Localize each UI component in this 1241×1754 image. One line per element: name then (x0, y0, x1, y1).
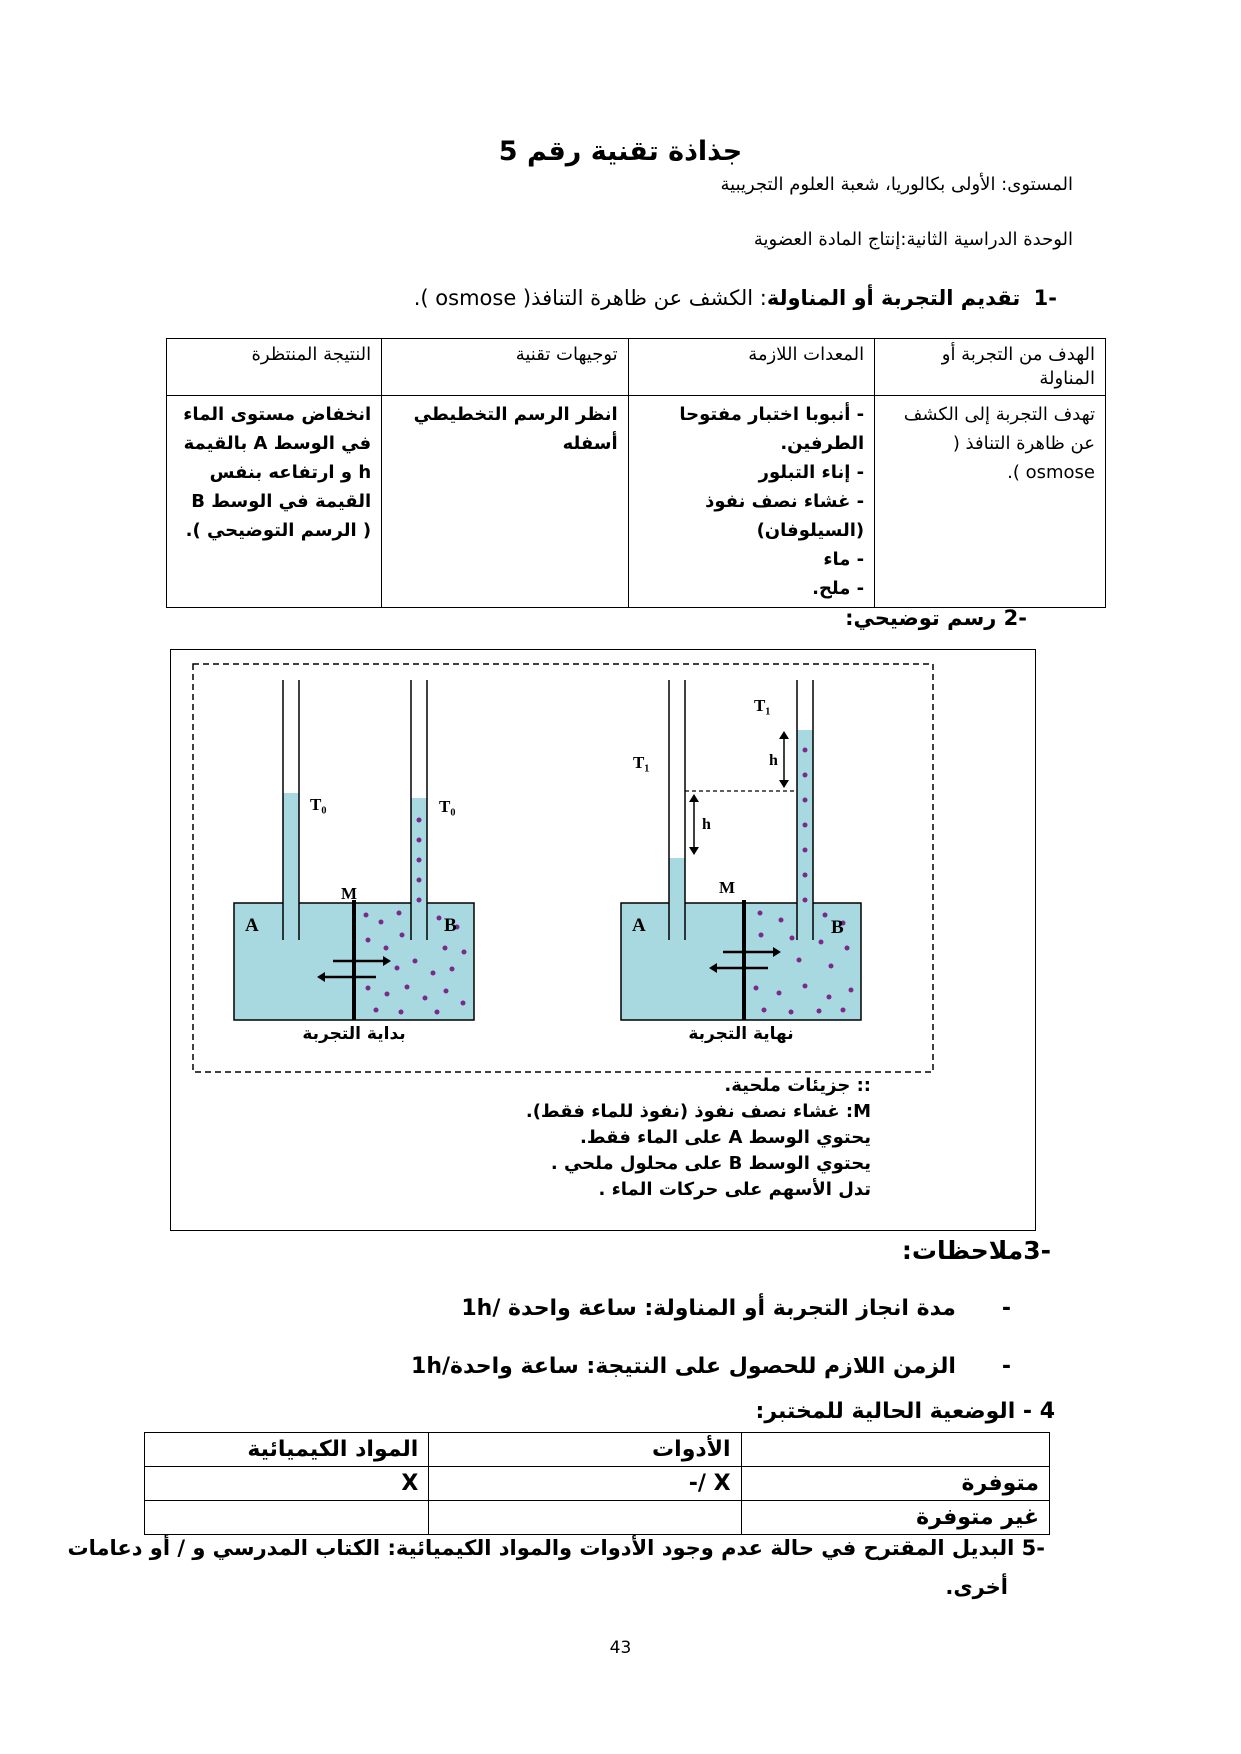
page-title: جذاذة تقنية رقم 5 (498, 136, 743, 167)
end-label-a: A (632, 915, 646, 936)
legend-item: M: غشاء نصف نفوذ (نفوذ للماء فقط). (525, 1101, 871, 1122)
start-label-a: A (245, 915, 259, 936)
note-item: - الزمن اللازم للحصول على النتيجة: ساعة واحدة/1h (411, 1354, 1011, 1379)
unit-label: الوحدة الدراسية الثانية:إنتاج المادة العضوية (753, 229, 1073, 250)
section4-title: 4 - الوضعية الحالية للمختبر: (755, 1399, 1055, 1424)
equipment-item: - إناء التبلور (758, 462, 865, 483)
header-chemicals: المواد الكيميائية (145, 1433, 429, 1467)
header-empty (741, 1433, 1049, 1467)
end-label-h-right: h (769, 752, 778, 769)
unavailable-chemicals (145, 1501, 429, 1535)
end-setup (621, 680, 861, 1044)
section1-bold: تقديم التجربة أو المناولة (766, 286, 1021, 310)
lab-status-table (144, 1432, 1050, 1535)
legend-item: :: جزيئات ملحية. (724, 1075, 871, 1096)
start-label-m: M (341, 884, 358, 903)
section5-line2: أخرى. (945, 1575, 1008, 1599)
end-container (621, 903, 861, 1020)
end-label-b: B (831, 917, 844, 938)
experiment-table (166, 338, 1106, 608)
section1-heading (414, 286, 1057, 310)
equipment-item: - غشاء نصف نفوذ (السيلوفان) (705, 491, 865, 541)
header-result: النتيجة المنتظرة (167, 339, 382, 396)
end-caption: نهاية التجربة (688, 1024, 794, 1044)
equipment-item: - أنبوبا اختبار مفتوحا الطرفين. (679, 404, 865, 454)
section3-title: -3ملاحظات: (901, 1236, 1051, 1265)
unavailable-tools (429, 1501, 741, 1535)
legend-item: تدل الأسهم على حركات الماء . (598, 1179, 871, 1200)
section1-number: -1 (1033, 286, 1057, 310)
section5-line1: -5 البديل المقترح في حالة عدم وجود الأدوات والمواد الكيميائية: الكتاب المدرسي و / أو دعامات (67, 1536, 1045, 1560)
header-equipment: المعدات اللازمة (628, 339, 875, 396)
equipment-item: - ملح. (812, 578, 865, 599)
equipment-item: - ماء (823, 549, 865, 570)
end-tube-a-water (669, 858, 685, 916)
end-label-t1-b: T₁ (754, 696, 771, 715)
available-chemicals: X (145, 1467, 429, 1501)
note-item: - مدة انجاز التجربة أو المناولة: ساعة واحدة /1h (461, 1296, 1011, 1321)
available-label: متوفرة (741, 1467, 1049, 1501)
start-tube-a-water (283, 793, 299, 916)
start-setup (234, 680, 474, 1044)
end-label-t1-a: T₁ (633, 753, 650, 772)
guidance-cell: انظر الرسم التخطيطي أسفله (382, 396, 629, 608)
section1-rest: : الكشف عن ظاهرة التنافذ( osmose ). (413, 286, 767, 310)
start-label-t0-a: T₀ (310, 795, 327, 814)
start-label-t0-b: T₀ (439, 797, 456, 816)
section2-title: -2 رسم توضيحي: (845, 606, 1027, 630)
equipment-cell (628, 396, 875, 608)
goal-cell: تهدف التجربة إلى الكشف عن ظاهرة التنافذ ( osmose ). (875, 396, 1106, 608)
legend-item: يحتوي الوسط A على الماء فقط. (580, 1127, 871, 1148)
level-label: المستوى: الأولى بكالوريا، شعبة العلوم التجريبية (720, 174, 1073, 195)
legend-item: يحتوي الوسط B على محلول ملحي . (550, 1153, 871, 1174)
start-label-b: B (444, 915, 457, 936)
header-goal: الهدف من التجربة أو المناولة (875, 339, 1106, 396)
available-tools: X /- (429, 1467, 741, 1501)
result-cell: انخفاض مستوى الماء في الوسط A بالقيمة h و ارتفاعه بنفس القيمة في الوسط B ( الرسم التوضيحي ). (167, 396, 382, 608)
unavailable-label: غير متوفرة (741, 1501, 1049, 1535)
end-label-h-left: h (702, 816, 711, 833)
header-tools: الأدوات (429, 1433, 741, 1467)
osmosis-figure (170, 649, 1036, 1231)
header-guidance: توجيهات تقنية (382, 339, 629, 396)
page-number: 43 (609, 1638, 632, 1658)
end-label-m: M (719, 878, 736, 897)
start-caption: بداية التجربة (302, 1024, 406, 1044)
